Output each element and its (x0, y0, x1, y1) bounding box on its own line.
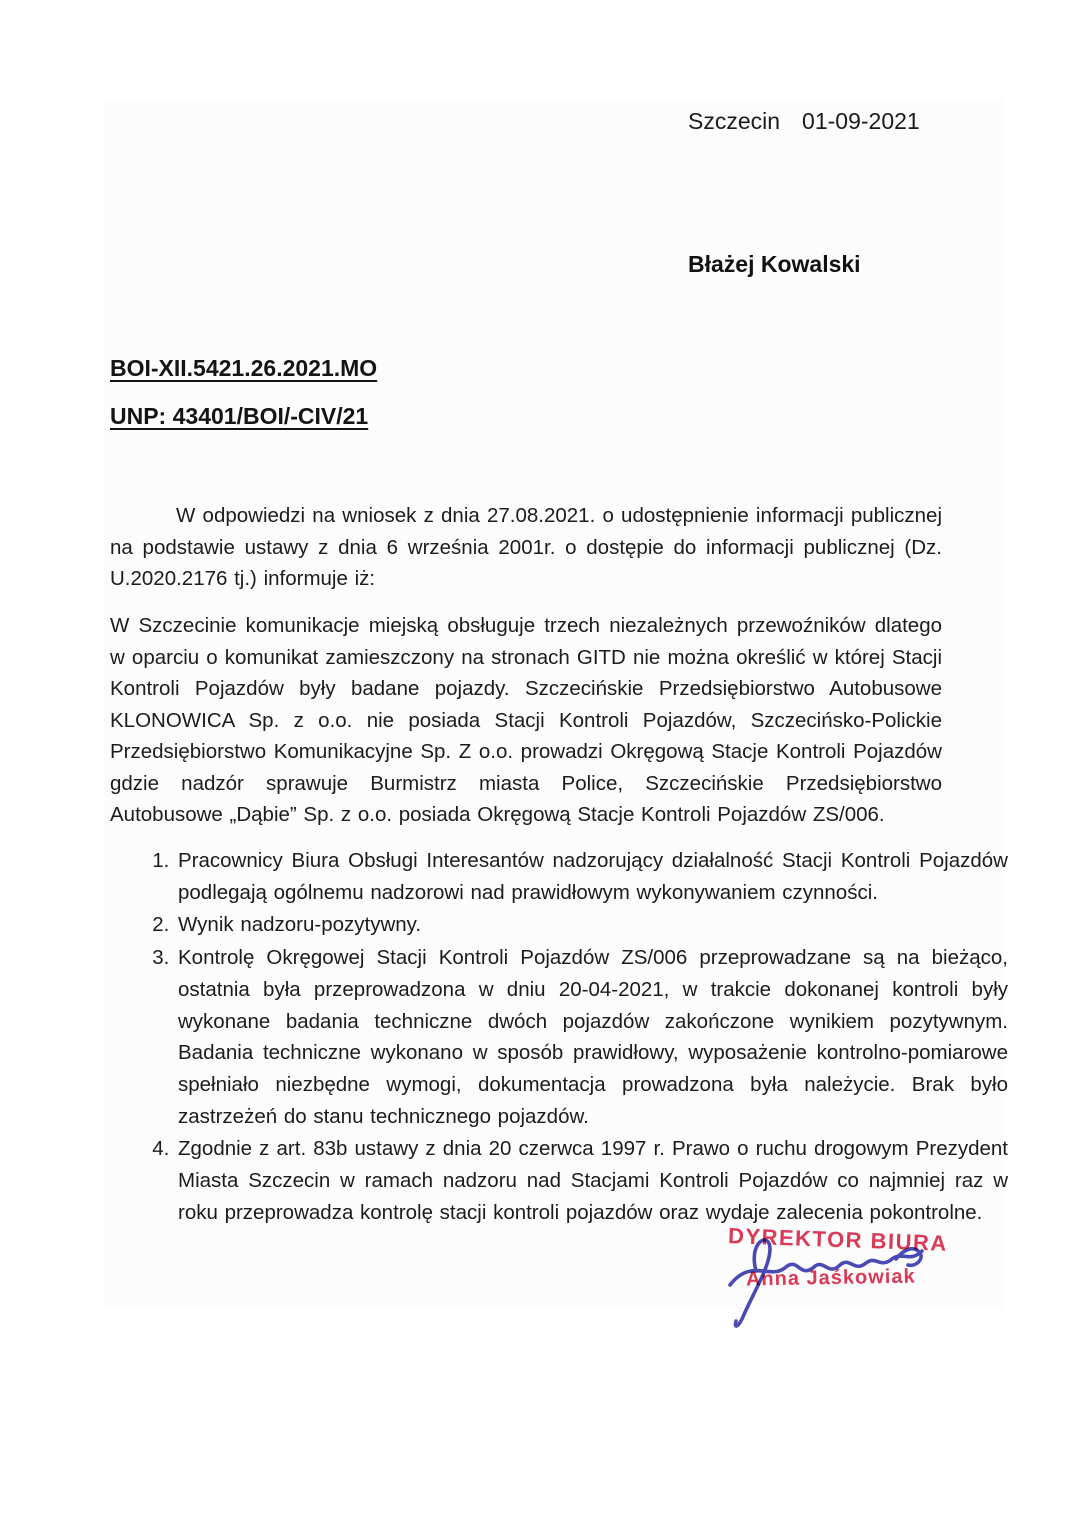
findings-list (110, 845, 1008, 1229)
dateline (688, 108, 920, 135)
place-text: Szczecin (688, 108, 781, 134)
unp-number: UNP: 43401/BOI/-CIV/21 (110, 403, 369, 429)
list-item-1: 1. Pracownicy Biura Obsługi Interesantów nadzorujący działalność Stacji Kontroli Pojazdów podlegają ogólnemu nadzorowi nad prawidłowym wykonywaniem czynności. (176, 845, 1008, 908)
intro-paragraph: W odpowiedzi na wniosek z dnia 27.08.2021. o udostępnienie informacji publicznej na podstawie ustawy z dnia 6 września 2001r. o dostępie do informacji publicznej (Dz. U.2020.2176 tj.) informuje iż: (110, 504, 942, 590)
signature-block (700, 1215, 960, 1345)
list-item-3: 3. Kontrolę Okręgowej Stacji Kontroli Pojazdów ZS/006 przeprowadzane są na bieżąco, ostatnia była przeprowadzona w dniu 20-04-2021, w trakcie dokonanej kontroli były wykonane badania techniczne dwóch pojazdów zakończone wynikiem pozytywnym. Badania techniczne wykonano w sposób prawidłowy, wyposażenie kontrolno-pomiarowe spełniało niezbędne wymogi, dokumentacja prowadzona była należycie. Brak było zastrzeżeń do stanu technicznego pojazdów. (176, 942, 1008, 1132)
body-paragraph: W Szczecinie komunikacje miejską obsługuje trzech niezależnych przewoźników dlatego w oparciu o komunikat zamieszczony na stronach GITD nie można określić w której Stacji Kontroli Pojazdów były badane pojazdy. Szczecińskie Przedsiębiorstwo Autobusowe KLONOWICA Sp. z o.o. nie posiada Stacji Kontroli Pojazdów, Szczecińsko-Polickie Przedsiębiorstwo Komunikacyjne Sp. Z o.o. prowadzi Okręgową Stacje Kontroli Pojazdów gdzie nadzór sprawuje Burmistrz miasta Police, Szczecińskie Przedsiębiorstwo Autobusowe „Dąbie” Sp. z o.o. posiada Okręgową Stacje Kontroli Pojazdów ZS/006. (110, 614, 942, 826)
case-number: BOI-XII.5421.26.2021.MO (110, 355, 378, 381)
date-text: 01-09-2021 (802, 108, 920, 134)
stamp-name: Anna Jaśkowiak (745, 1265, 916, 1291)
list-item-4: 4. Zgodnie z art. 83b ustawy z dnia 20 czerwca 1997 r. Prawo o ruchu drogowym Prezydent Miasta Szczecin w ramach nadzoru nad Stacjami Kontroli Pojazdów co najmniej raz w roku przeprowadza kontrolę stacji kontroli pojazdów oraz wydaje zalecenia pokontrolne. (176, 1133, 1008, 1228)
stamp-title: DYREKTOR BIURA (727, 1223, 949, 1256)
recipient-name: Błażej Kowalski (688, 251, 861, 277)
list-item-2: 2. Wynik nadzoru-pozytywny. (176, 909, 1008, 941)
handwritten-signature-icon (718, 1223, 928, 1333)
